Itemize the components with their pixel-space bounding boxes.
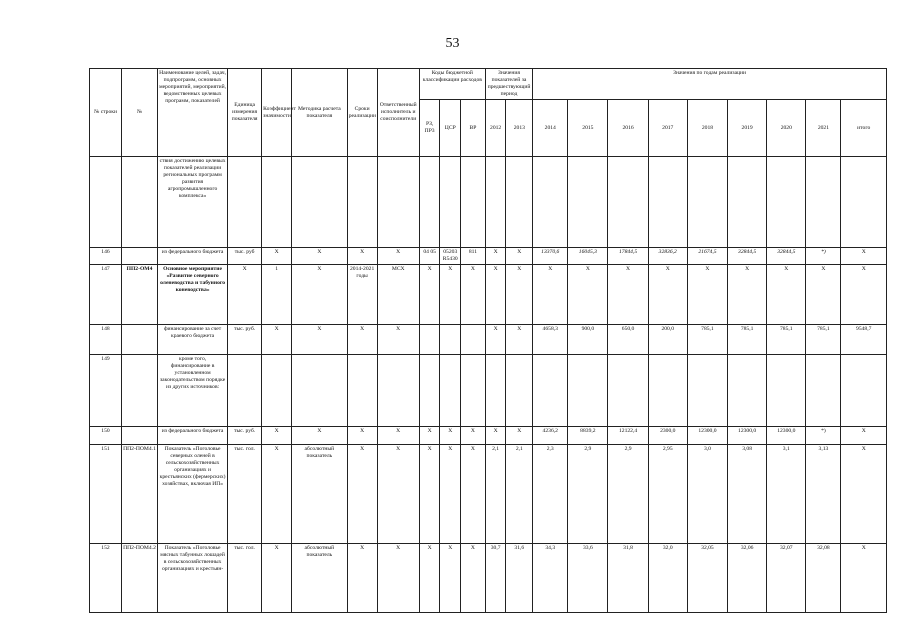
table-row: 147 ПП2-ОМ4 Основное мероприятие «Развитие северного оленеводства и табунного коневодства» Х 1 Х 2014-2021 годы МСХ Х Х Х Х Х Х Х Х Х Х Х Х Х Х <box>90 265 887 325</box>
table-row: 152 ПП2-ПОМ4.2 Показатель «Поголовье мясных табунных лошадей в сельскохозяйственных организациях и крестьян- тыс. гол. Х абсолютный показатель Х Х Х Х Х 30,7 31,6 34,3 33,6 31,8 32,0 32,05 32,06 32,07 32,08 Х <box>90 544 887 613</box>
table-row <box>90 157 887 248</box>
header-budget-codes: Коды бюджетной классификации расходов <box>419 69 485 100</box>
row-name: финансирование за счет краевого бюджета <box>158 325 228 354</box>
header-period: Сроки реализации <box>347 69 377 157</box>
header-code-csr: ЦСР <box>440 100 461 157</box>
row-name: из федерального бюджета <box>158 248 228 265</box>
row-number: 151 <box>90 444 122 543</box>
header-2018: 2018 <box>687 100 727 157</box>
row-number: 152 <box>90 544 122 613</box>
header-2019: 2019 <box>728 100 767 157</box>
row-name: Показатель «Поголовье северных оленей в сельскохозяйственных организациях и крестьянских (фермерских) хозяйствах, включая ИП» <box>158 444 228 543</box>
row-name: ствия достижению целевых показателей реализации региональных программ развития агропромышленного комплекса» <box>158 157 228 248</box>
table-row: 150 из федерального бюджета тыс. руб. Х Х Х Х Х Х Х Х Х 4236,2 8839,2 12122,4 2300,0 12300,0 12300,0 12300,0 *) Х <box>90 426 887 444</box>
row-number: 146 <box>90 248 122 265</box>
row-name: из федерального бюджета <box>158 426 228 444</box>
header-method: Методика расчета показателя <box>292 69 348 157</box>
table-row: 148 финансирование за счет краевого бюджета тыс. руб. Х Х Х Х Х Х 4658,3 900,0 650,0 200,0 785,1 785,1 785,1 785,1 9548,7 <box>90 325 887 354</box>
header-2015: 2015 <box>568 100 608 157</box>
table-row: 151 ПП2-ПОМ4.1 Показатель «Поголовье северных оленей в сельскохозяйственных организациях и крестьянских (фермерских) хозяйствах, включая ИП» тыс. гол. Х абсолютный показатель Х Х Х Х Х 2,1 2,1 2,3 2,9 2,9 2,95 3,0 3,08 3,1 3,13 Х <box>90 444 887 543</box>
row-name: кроме того, финансирование в установленном законодательством порядке из других источников: <box>158 354 228 426</box>
table-row <box>90 354 887 426</box>
row-number: 149 <box>90 354 122 426</box>
header-prev-values: Значения показателей за предшествующий период <box>485 69 532 100</box>
header-code-vr: ВР <box>461 100 486 157</box>
header-2021: 2021 <box>806 100 841 157</box>
header-2014: 2014 <box>533 100 568 157</box>
header-executor: Ответственный исполнитель и соисполнители <box>377 69 419 157</box>
row-name: Показатель «Поголовье мясных табунных лошадей в сельскохозяйственных организациях и крестьян- <box>158 544 228 613</box>
header-2017: 2017 <box>648 100 687 157</box>
indicators-table <box>89 68 887 613</box>
header-year-values: Значения по годам реализации <box>533 69 887 100</box>
header-2013: 2013 <box>506 100 533 157</box>
header-coef: Коэффициент значимости <box>262 69 292 157</box>
header-2020: 2020 <box>767 100 806 157</box>
header-no: № <box>121 69 157 157</box>
header-row-no: № строки <box>90 69 122 157</box>
row-number: 148 <box>90 325 122 354</box>
header-row-1 <box>90 69 887 100</box>
row-name: Основное мероприятие «Развитие северного оленеводства и табунного коневодства» <box>158 265 228 325</box>
header-2012: 2012 <box>485 100 506 157</box>
page-number: 53 <box>445 36 460 51</box>
header-total: итого <box>841 100 887 157</box>
row-number: 150 <box>90 426 122 444</box>
header-name: Наименование целей, задач, подпрограмм, основных мероприятий, мероприятий, ведомственных целевых программ, показателей <box>158 69 228 157</box>
header-2016: 2016 <box>608 100 648 157</box>
table-row: 146 из федерального бюджета тыс. руб Х Х Х Х 04 05 05203 R5430 811 Х Х 13370,6 16045,3 17844,5 32836,2 21674,5 32844,5 32844,5 *) Х <box>90 248 887 265</box>
header-unit: Единица измерения показателя <box>228 69 262 157</box>
row-number: 147 <box>90 265 122 325</box>
header-code-rz: РЗ, ПР3 <box>419 100 440 157</box>
